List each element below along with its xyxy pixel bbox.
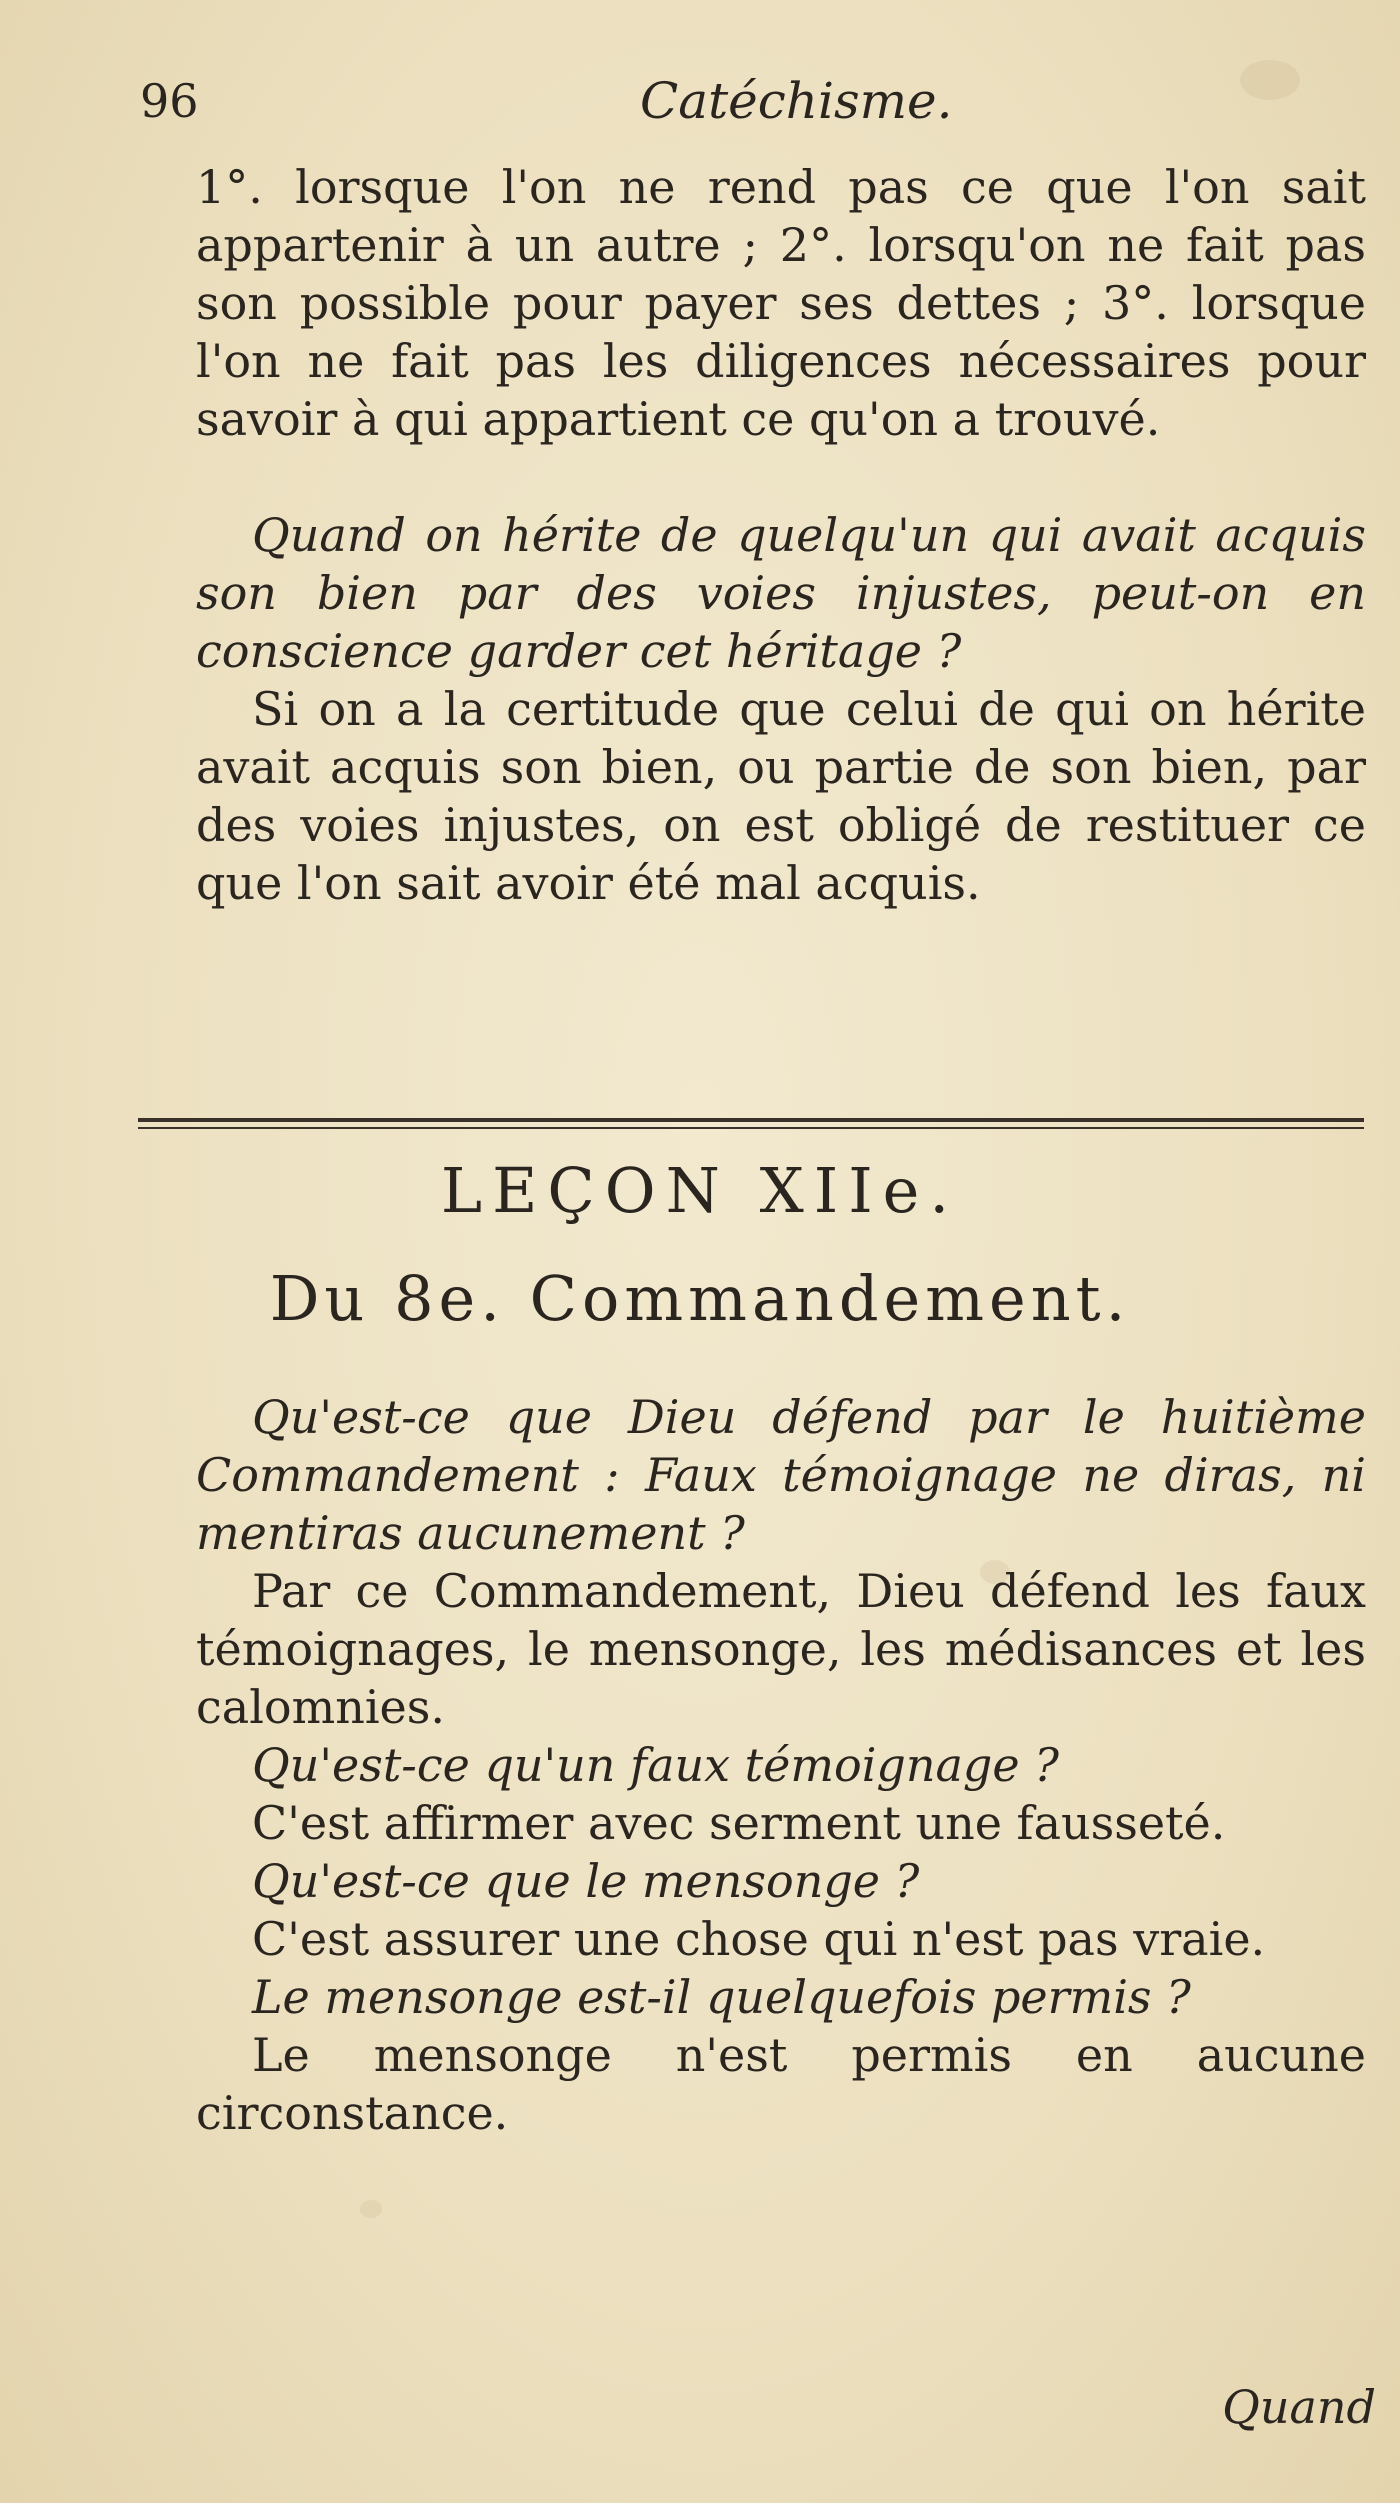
- question-inheritance: Quand on hérite de quelqu'un qui avait acquis son bien par des voies injustes, peut-on en conscience garder cet héritage ?: [196, 508, 1366, 678]
- commandment-title: Du 8e. Commandement.: [269, 1262, 1131, 1335]
- answer-inheritance: Si on a la certitude que celui de qui on hérite avait acquis son bien, ou partie de son bien, par des voies injustes, on est obligé de restituer ce que l'on sait avoir été mal acquis.: [196, 682, 1366, 910]
- question-lie-permitted: Le mensonge est-il quelquefois permis ?: [252, 1970, 1191, 2024]
- lesson-title: [0, 1154, 1400, 1227]
- answer-lie-permitted: Le mensonge n'est permis en aucune circonstance.: [196, 2028, 1366, 2140]
- section-divider: [138, 1118, 1364, 1132]
- lesson-title-text: LEÇON XIIe.: [440, 1154, 960, 1227]
- question-eighth-commandment: Qu'est-ce que Dieu défend par le huitième Commandement : Faux témoignage ne diras, ni mentiras aucunement ?: [196, 1390, 1366, 1560]
- answer-lie: C'est assurer une chose qui n'est pas vraie.: [252, 1912, 1266, 1966]
- running-head: Catéchisme.: [640, 72, 953, 130]
- page-number: 96: [140, 74, 199, 128]
- question-lie: Qu'est-ce que le mensonge ?: [252, 1854, 920, 1908]
- question-false-witness: Qu'est-ce qu'un faux témoignage ?: [252, 1738, 1059, 1792]
- catchword: Quand: [1222, 2380, 1376, 2434]
- answer-false-witness: C'est affirmer avec serment une fausseté.: [252, 1796, 1226, 1850]
- page-header: [140, 68, 1360, 148]
- answer-eighth-commandment: Par ce Commandement, Dieu défend les faux témoignages, le mensonge, les médisances et les calomnies.: [196, 1564, 1366, 1734]
- intro-answer: 1°. lorsque l'on ne rend pas ce que l'on sait appartenir à un autre ; 2°. lorsqu'on ne fait pas son possible pour payer ses dettes ; 3°. lorsque l'on ne fait pas les diligences nécessaires pour savoir à qui appartient ce qu'on a trouvé.: [196, 160, 1366, 446]
